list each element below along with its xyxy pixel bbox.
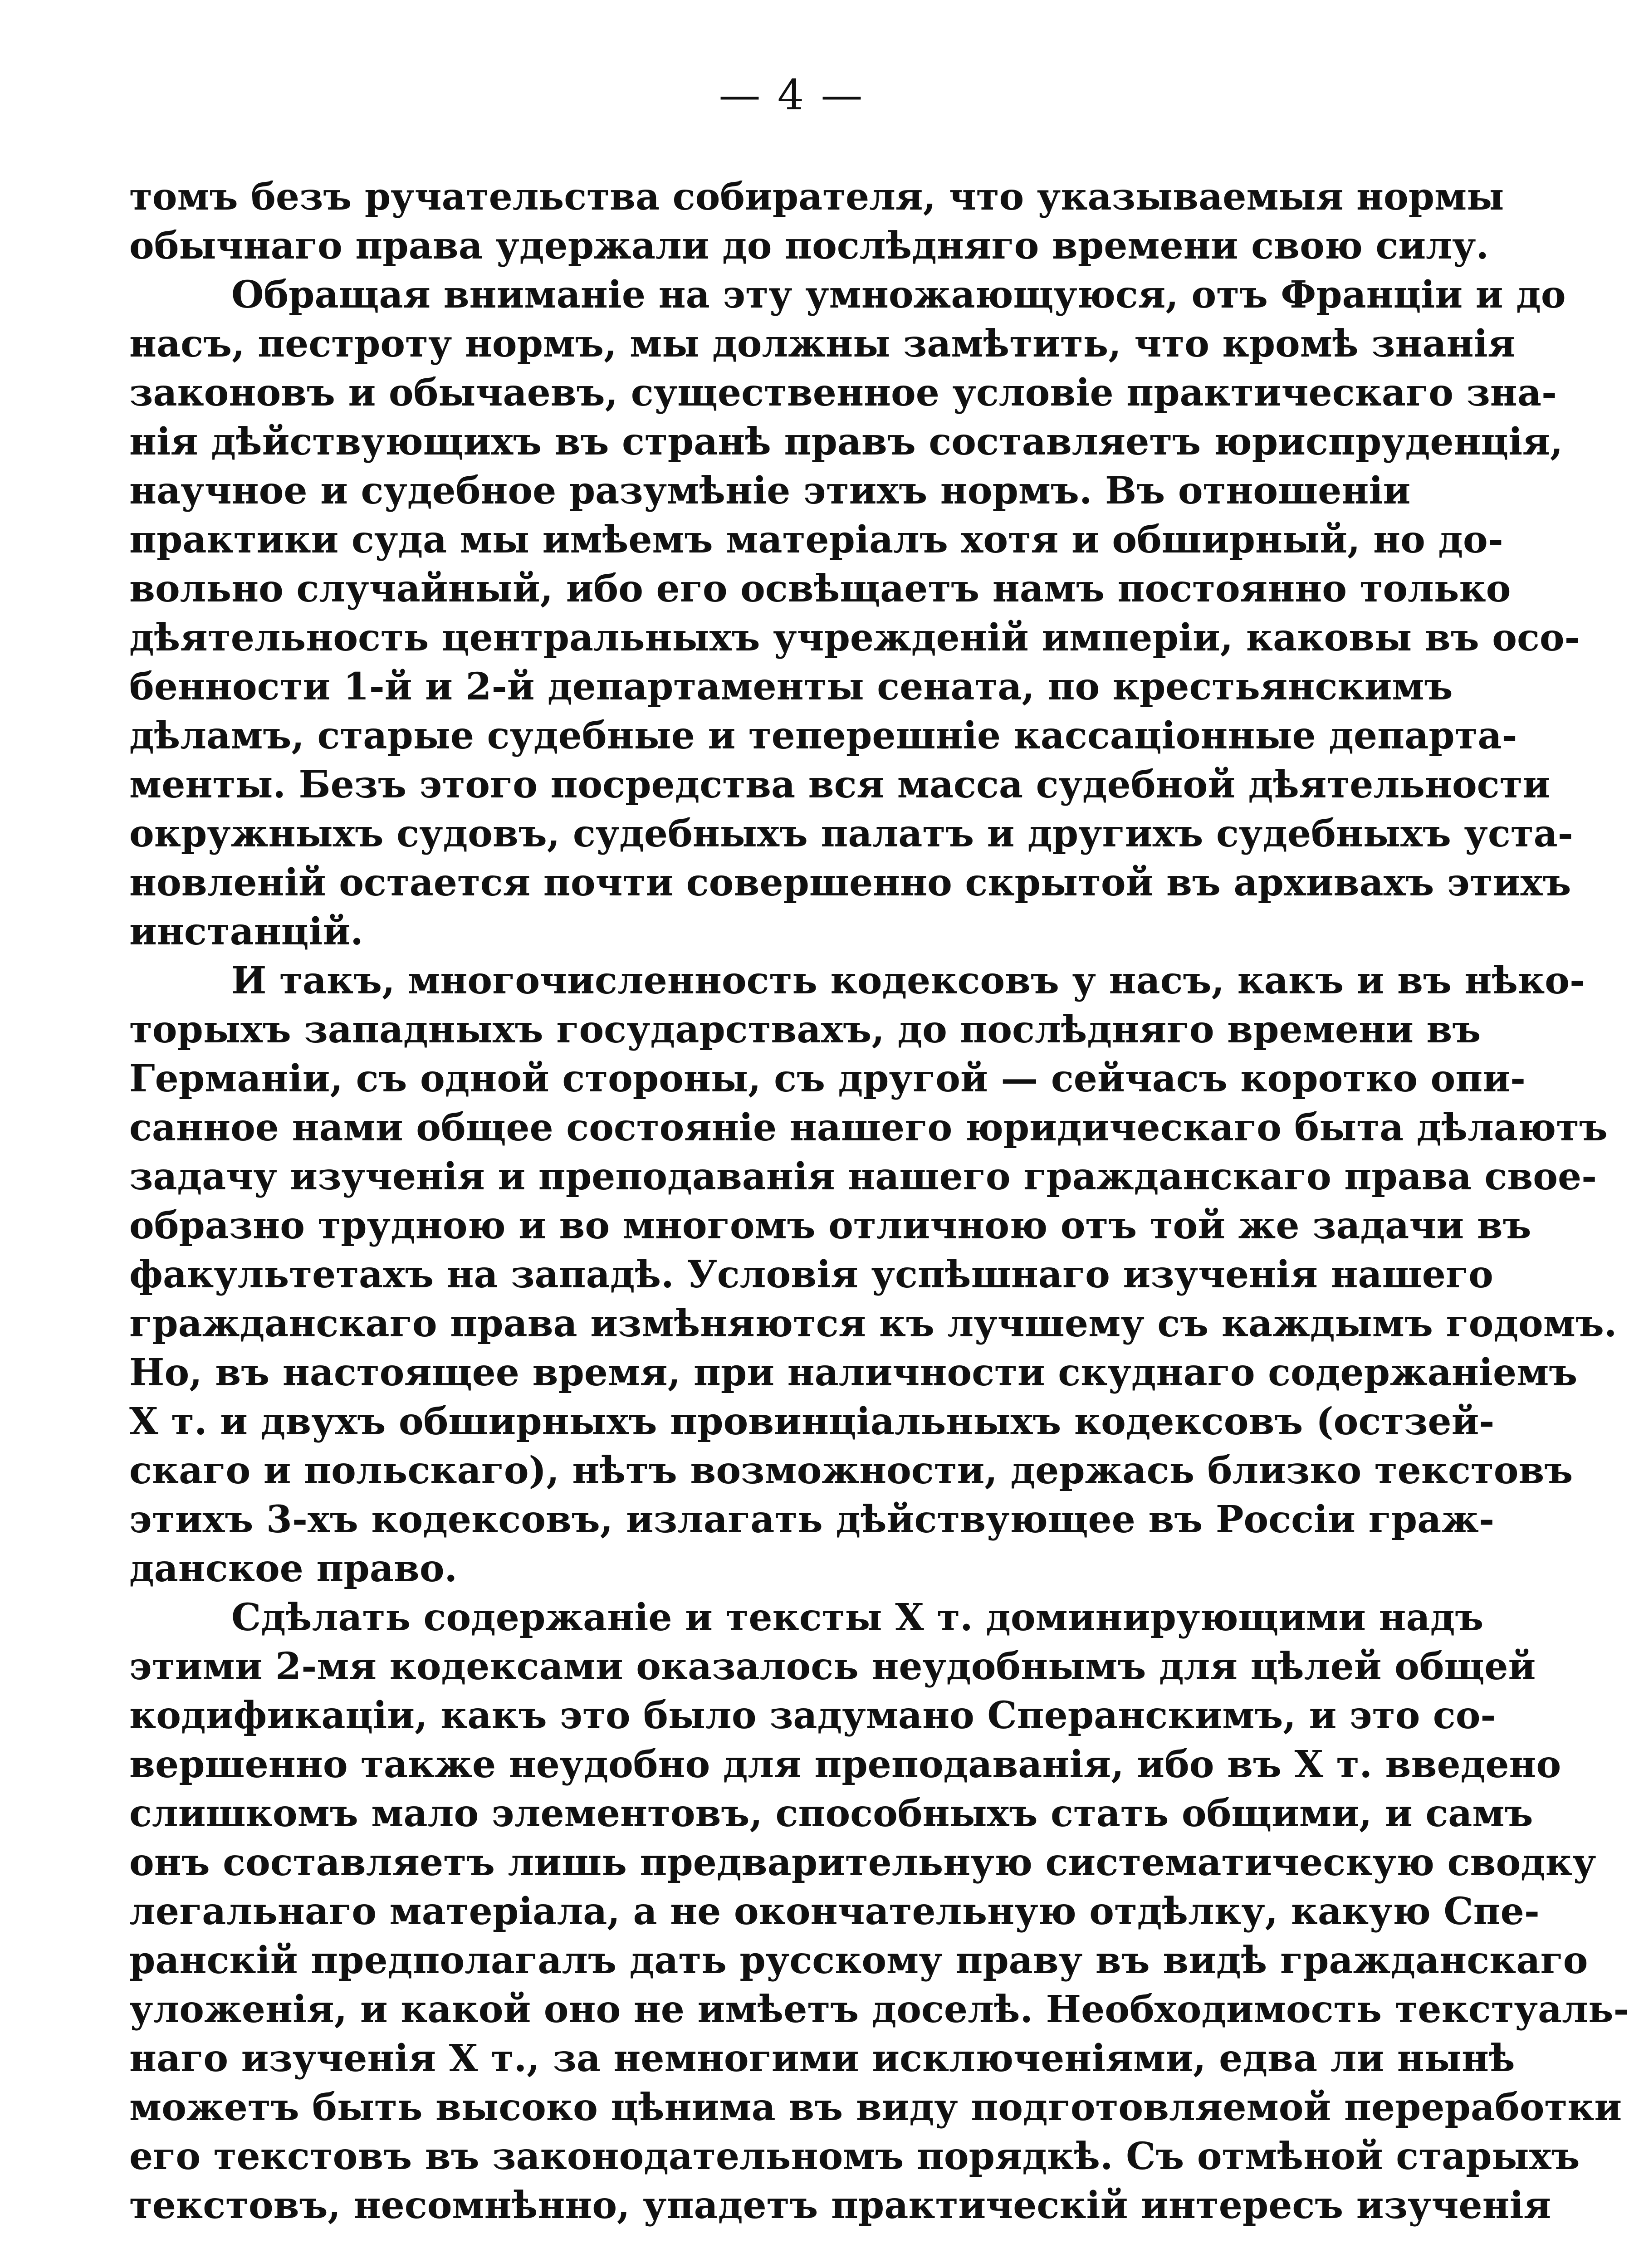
text-line: этими 2-мя кодексами оказалось неудобнымъ для цѣлей общей [129, 1645, 1536, 1688]
text-line: текстовъ, несомнѣнно, упадетъ практическій интересъ изученія [129, 2184, 1551, 2227]
text-line: образно трудною и во многомъ отличною отъ той же задачи въ [129, 1204, 1531, 1247]
text-line: томъ безъ ручательства собирателя, что указываемыя нормы [129, 175, 1504, 219]
text-line: научное и судебное разумѣніе этихъ нормъ. Въ отношеніи [129, 469, 1411, 513]
text-line: Но, въ настоящее время, при наличности скуднаго содержаніемъ [129, 1351, 1578, 1394]
text-line: кодификаціи, какъ это было задумано Сперанскимъ, и это со- [129, 1694, 1496, 1737]
text-line: задачу изученія и преподаванія нашего гражданскаго права свое- [129, 1155, 1597, 1198]
paragraph-1 [129, 172, 1504, 270]
text-line: слишкомъ мало элементовъ, способныхъ стать общими, и самъ [129, 1792, 1533, 1835]
text-line: онъ составляетъ лишь предварительную систематическую сводку [129, 1841, 1596, 1884]
text-line: дѣятельность центральныхъ учрежденій имперіи, каковы въ осо- [129, 616, 1580, 660]
text-line: легальнаго матеріала, а не окончательную отдѣлку, какую Спе- [129, 1890, 1540, 1933]
text-line: факультетахъ на западѣ. Условія успѣшнаго изученія нашего [129, 1253, 1493, 1296]
body-text [129, 172, 1629, 2230]
text-line: данское право. [129, 1547, 458, 1590]
text-line: инстанцій. [129, 910, 363, 953]
text-line: санное нами общее состояніе нашего юридическаго быта дѣлаютъ [129, 1106, 1608, 1149]
text-line: законовъ и обычаевъ, существенное условіе практическаго зна- [129, 371, 1557, 415]
text-line: его текстовъ въ законодательномъ порядкѣ. Съ отмѣной старыхъ [129, 2135, 1580, 2178]
text-line: вершенно также неудобно для преподаванія, ибо въ X т. введено [129, 1743, 1561, 1786]
text-line: наго изученія X т., за немногими исключеніями, едва ли нынѣ [129, 2037, 1515, 2080]
text-line: И такъ, многочисленность кодексовъ у насъ, какъ и въ нѣко- [231, 959, 1585, 1002]
paragraph-2 [129, 270, 1580, 956]
text-line: можетъ быть высоко цѣнима въ виду подготовляемой переработки [129, 2086, 1622, 2129]
text-line: Германіи, съ одной стороны, съ другой — сейчасъ коротко опи- [129, 1057, 1526, 1100]
paragraph-3 [129, 956, 1617, 1593]
text-line: окружныхъ судовъ, судебныхъ палатъ и другихъ судебныхъ уста- [129, 812, 1573, 855]
text-line: X т. и двухъ обширныхъ провинціальныхъ кодексовъ (остзей- [129, 1400, 1495, 1443]
text-line: насъ, пестроту нормъ, мы должны замѣтить, что кромѣ знанія [129, 322, 1516, 366]
text-line: скаго и польскаго), нѣтъ возможности, держась близко текстовъ [129, 1449, 1573, 1492]
text-line: Сдѣлать содержаніе и тексты X т. доминирующими надъ [231, 1596, 1484, 1639]
page-number: — 4 — [719, 71, 865, 119]
text-line: уложенія, и какой оно не имѣетъ доселѣ. Необходимость текстуаль- [129, 1988, 1629, 2031]
text-line: обычнаго права удержали до послѣдняго времени свою силу. [129, 224, 1489, 268]
text-line: торыхъ западныхъ государствахъ, до послѣдняго времени въ [129, 1008, 1481, 1051]
text-line: нія дѣйствующихъ въ странѣ правъ составляетъ юриспруденція, [129, 420, 1563, 464]
text-line: практики суда мы имѣемъ матеріалъ хотя и обширный, но до- [129, 518, 1503, 562]
text-line: новленій остается почти совершенно скрытой въ архивахъ этихъ [129, 861, 1571, 904]
text-line: Обращая вниманіе на эту умножающуюся, отъ Франціи и до [231, 273, 1566, 317]
text-line: менты. Безъ этого посредства вся масса судебной дѣятельности [129, 763, 1551, 807]
paragraph-4 [129, 1593, 1629, 2230]
text-line: вольно случайный, ибо его освѣщаетъ намъ постоянно только [129, 567, 1511, 611]
text-line: гражданскаго права измѣняются къ лучшему съ каждымъ годомъ. [129, 1302, 1617, 1345]
text-line: ранскій предполагалъ дать русскому праву въ видѣ гражданскаго [129, 1939, 1588, 1982]
text-line: дѣламъ, старые судебные и теперешніе кассаціонные департа- [129, 714, 1517, 758]
text-line: этихъ 3-хъ кодексовъ, излагать дѣйствующее въ Россіи граж- [129, 1498, 1495, 1541]
text-line: бенности 1-й и 2-й департаменты сената, по крестьянскимъ [129, 665, 1453, 709]
